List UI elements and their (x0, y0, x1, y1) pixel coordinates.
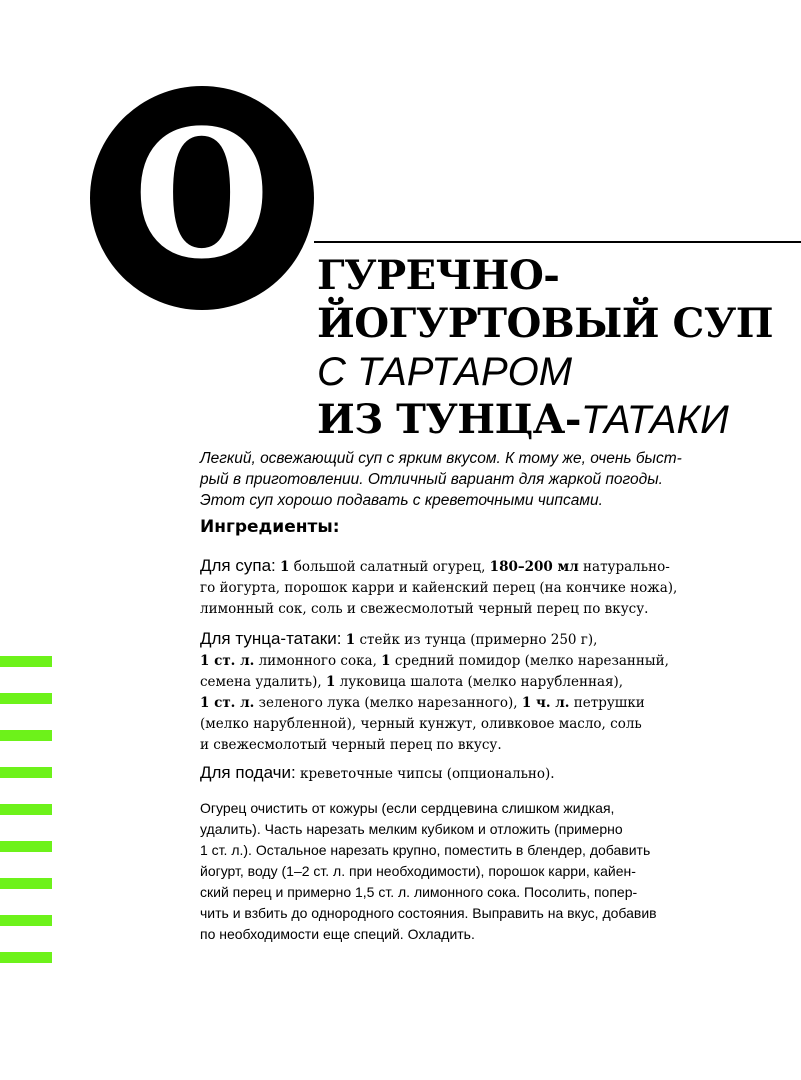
recipe-title (317, 252, 773, 444)
accent-stripe (0, 730, 52, 741)
ingredient-line (200, 578, 730, 599)
title-rule (314, 241, 801, 243)
badge-letter: О (134, 91, 270, 298)
soup-label: Для супа: (200, 556, 276, 575)
ingredient-text: и свежесмолотый черный перец по вкусу. (200, 737, 502, 753)
ingredient-line (200, 693, 730, 714)
serving-ingredients (200, 762, 730, 785)
method-text (200, 798, 730, 945)
intro-line: Этот суп хорошо подавать с креветочными чипсами. (200, 492, 603, 509)
method-line: Огурец очистить от кожуры (если сердцевина слишком жидкая, (200, 800, 615, 816)
ingredient-text: натурально- (578, 559, 670, 575)
ingredient-line (200, 762, 730, 785)
ingredient-text: средний помидор (мелко нарезанный, (390, 653, 669, 669)
title-line-4-italic: ТАТАКИ (580, 398, 729, 442)
intro-line: Легкий, освежающий суп с ярким вкусом. К тому же, очень быст- (200, 450, 682, 467)
ingredient-text: стейк из тунца (примерно 250 г), (355, 632, 598, 648)
ingredient-amount: 1 (325, 674, 336, 690)
method-line: ский перец и примерно 1,5 ст. л. лимонного сока. Посолить, попер- (200, 884, 638, 900)
ingredient-text: зеленого лука (мелко нарезанного), (254, 695, 522, 711)
accent-stripe (0, 767, 52, 778)
ingredient-line (200, 714, 730, 735)
ingredient-amount: 1 (280, 559, 290, 575)
ingredient-amount: 1 (345, 632, 356, 648)
ingredient-text: креветочные чипсы (опционально). (295, 766, 555, 782)
ingredient-line (200, 628, 730, 651)
recipe-intro (200, 448, 760, 511)
accent-stripe (0, 656, 52, 667)
ingredient-text: (мелко нарубленной), черный кунжут, оливковое масло, соль (200, 716, 642, 732)
ingredient-text: семена удалить), (200, 674, 326, 690)
method-line: йогурт, воду (1–2 ст. л. при необходимости), порошок карри, кайен- (200, 863, 636, 879)
tataki-ingredients (200, 628, 730, 756)
ingredient-amount: 1 ч. л. (521, 695, 570, 711)
method-line: по необходимости еще специй. Охладить. (200, 926, 475, 942)
ingredient-text: го йогурта, порошок карри и кайенский перец (на кончике ножа), (200, 580, 678, 596)
soup-ingredients (200, 555, 730, 620)
ingredient-text: лимонный сок, соль и свежесмолотый черный перец по вкусу. (200, 601, 649, 617)
title-line-4 (317, 396, 773, 444)
ingredient-amount: 1 ст. л. (200, 653, 255, 669)
ingredient-line (200, 599, 730, 620)
ingredient-line (200, 735, 730, 756)
ingredient-line (200, 555, 730, 578)
ingredient-text: луковица шалота (мелко нарубленная), (335, 674, 624, 690)
ingredient-amount: 1 (381, 653, 391, 669)
method-line: 1 ст. л.). Остальное нарезать крупно, поместить в блендер, добавить (200, 842, 651, 858)
serving-label: Для подачи: (200, 763, 296, 782)
title-line-1: ГУРЕЧНО- (317, 252, 560, 299)
ingredient-amount: 180–200 мл (489, 559, 579, 575)
accent-stripe (0, 841, 52, 852)
title-line-3: С ТАРТАРОМ (317, 350, 573, 394)
ingredients-heading: Ингредиенты: (200, 517, 340, 537)
ingredient-text: большой салатный огурец, (289, 559, 490, 575)
tataki-label: Для тунца-татаки: (200, 629, 342, 648)
ingredient-text: петрушки (569, 695, 645, 711)
accent-stripe (0, 952, 52, 963)
accent-stripe (0, 915, 52, 926)
ingredient-text: лимонного сока, (254, 653, 382, 669)
title-line-2: ЙОГУРТОВЫЙ СУП (317, 300, 774, 347)
accent-stripe (0, 693, 52, 704)
intro-line: рый в приготовлении. Отличный вариант для жаркой погоды. (200, 471, 663, 488)
ingredient-line (200, 651, 730, 672)
title-line-4-bold: ИЗ ТУНЦА- (317, 396, 581, 443)
accent-stripe (0, 878, 52, 889)
ingredient-line (200, 672, 730, 693)
accent-stripe (0, 804, 52, 815)
letter-badge (90, 86, 314, 310)
method-line: удалить). Часть нарезать мелким кубиком и отложить (примерно (200, 821, 623, 837)
method-line: чить и взбить до однородного состояния. Выправить на вкус, добавив (200, 905, 657, 921)
ingredient-amount: 1 ст. л. (200, 695, 255, 711)
